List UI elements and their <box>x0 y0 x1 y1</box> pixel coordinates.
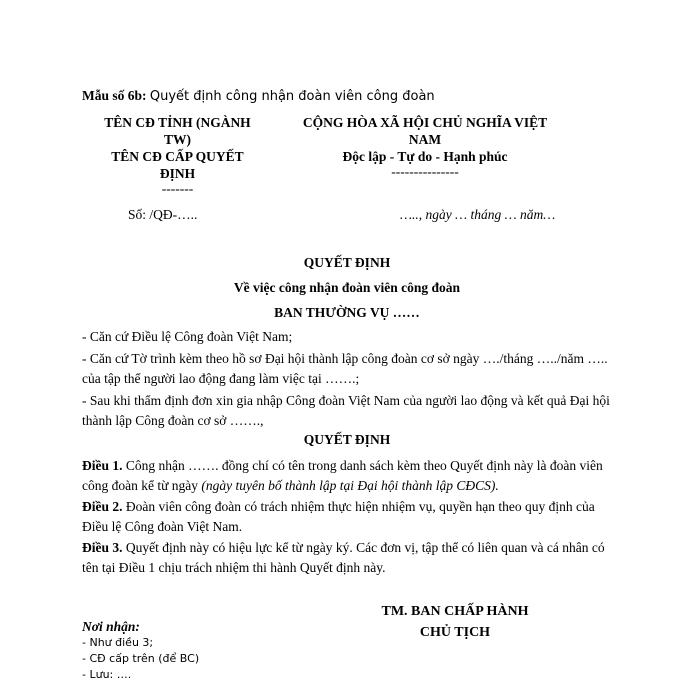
issuing-org-line: TÊN CĐ TỈNH (NGÀNH <box>104 115 251 130</box>
recipients-title: Nơi nhận: <box>82 619 140 634</box>
article-label: Điều 3. <box>82 540 123 555</box>
deciding-org-line: ĐỊNH <box>159 166 196 181</box>
article-2 <box>82 497 612 537</box>
legal-basis-1: - Căn cứ Điều lệ Công đoàn Việt Nam; <box>82 329 293 344</box>
header-right <box>270 114 580 179</box>
recipient-item: - CĐ cấp trên (để BC) <box>82 652 200 665</box>
header-left <box>90 114 265 196</box>
legal-basis-2: - Căn cứ Tờ trình kèm theo hồ sơ Đại hội thành lập công đoàn cơ sở ngày …./tháng …../năm ….. của tập thể người lao động đang làm việc tại …….; <box>82 351 608 386</box>
signature-title: TM. BAN CHẤP HÀNH <box>381 604 529 619</box>
article-text: Quyết định này có hiệu lực kể từ ngày ký. Các đơn vị, tập thể có liên quan và cá nhân có tên tại Điều 1 chịu trách nhiệm thi hành Quyết định này. <box>82 540 605 575</box>
form-title: Quyết định công nhận đoàn viên công đoàn <box>149 89 435 104</box>
form-caption <box>82 88 435 104</box>
signature-block <box>360 601 550 643</box>
national-title-line: NAM <box>408 132 442 147</box>
issuing-org-line: TW) <box>164 132 191 147</box>
document-date: ….., ngày … tháng … năm… <box>400 207 556 222</box>
issuing-body: BAN THƯỜNG VỤ …… <box>274 305 420 320</box>
document-subject: Về việc công nhận đoàn viên công đoàn <box>233 280 461 295</box>
article-text: Đoàn viên công đoàn có trách nhiệm thực hiện nhiệm vụ, quyền hạn theo quy định của Điều lệ Công đoàn Việt Nam. <box>82 499 595 534</box>
legal-basis-3: - Sau khi thẩm định đơn xin gia nhập Công đoàn Việt Nam của người lao động và kết quả Đại hội thành lập Công đoàn cơ sở ……., <box>82 393 610 428</box>
form-code: Mẫu số 6b: <box>82 88 147 103</box>
deciding-org-line: TÊN CĐ CẤP QUYẾT <box>111 149 244 164</box>
recipient-item: - Như điều 3; <box>82 636 154 649</box>
national-title-line: CỘNG HÒA XÃ HỘI CHỦ NGHĨA VIỆT <box>302 115 548 130</box>
document-title: QUYẾT ĐỊNH <box>303 255 391 270</box>
article-label: Điều 1. <box>82 458 123 473</box>
article-text: Công nhận ……. đồng chí có tên trong danh sách kèm theo Quyết định này là đoàn viên công đoàn kể từ ngày <box>82 458 603 493</box>
article-3 <box>82 538 612 578</box>
recipients-block <box>82 619 199 683</box>
header-right-divider: --------------- <box>391 164 459 179</box>
article-label: Điều 2. <box>82 499 123 514</box>
recipient-item: - Lưu: …. <box>82 668 132 681</box>
article-1 <box>82 456 612 496</box>
signature-role: CHỦ TỊCH <box>419 625 491 640</box>
header-left-divider: ------- <box>161 181 194 196</box>
document-number: Số: /QĐ-….. <box>128 207 198 222</box>
national-motto: Độc lập - Tự do - Hạnh phúc <box>342 149 508 164</box>
article-note: (ngày tuyên bố thành lập tại Đại hội thành lập CĐCS). <box>201 478 499 493</box>
decision-heading: QUYẾT ĐỊNH <box>303 432 391 447</box>
